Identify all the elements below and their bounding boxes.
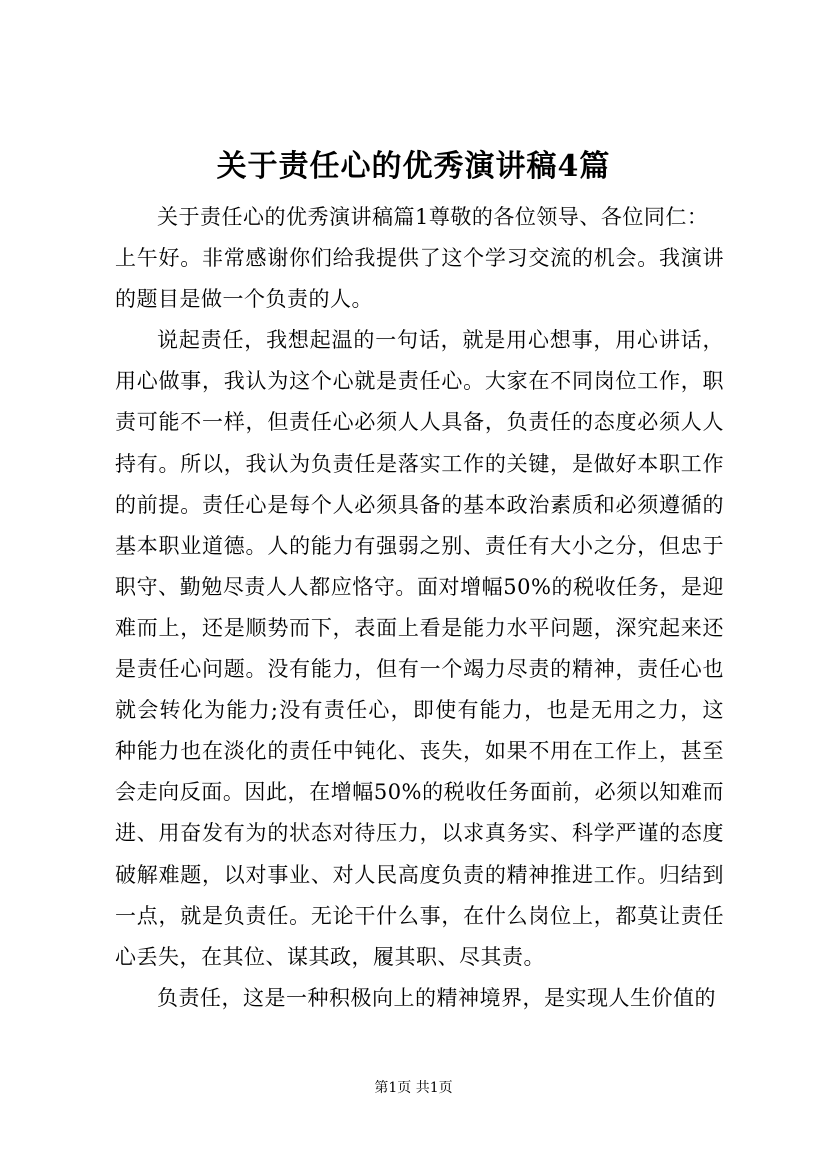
paragraph-main: 说起责任，我想起温的一句话，就是用心想事，用心讲话，用心做事，我认为这个心就是责任心。大家在不同岗位工作，职责可能不一样，但责任心必须人人具备，负责任的态度必须人人持有。所以，我认为负责任是落实工作的关键，是做好本职工作的前提。责任心是每个人必须具备的基本政治素质和必须遵循的基本职业道德。人的能力有强弱之别、责任有大小之分，但忠于职守、勤勉尽责人人都应恪守。面对增幅50%的税收任务，是迎难而上，还是顺势而下，表面上看是能力水平问题，深究起来还是责任心问题。没有能力，但有一个竭力尽责的精神，责任心也就会转化为能力;没有责任心，即使有能力，也是无用之力，这种能力也在淡化的责任中钝化、丧失，如果不用在工作上，甚至会走向反面。因此，在增幅50%的税收任务面前，必须以知难而进、用奋发有为的状态对待压力，以求真务实、科学严谨的态度破解难题，以对事业、对人民高度负责的精神推进工作。归结到一点，就是负责任。无论干什么事，在什么岗位上，都莫让责任心丢失，在其位、谋其政，履其职、尽其责。: [115, 328, 724, 969]
paragraph-intro: 上午好。非常感谢你们给我提供了这个学习交流的机会。我演讲的题目是做一个负责的人。: [115, 246, 724, 312]
document-body: [115, 197, 724, 1019]
paragraph-greeting: 关于责任心的优秀演讲稿篇1尊敬的各位领导、各位同仁：: [157, 205, 709, 229]
document-title: 关于责任心的优秀演讲稿4篇: [216, 149, 611, 184]
page-footer: 第1页 共1页: [374, 1080, 453, 1096]
paragraph-continued: 负责任，这是一种积极向上的精神境界，是实现人生价值的: [157, 985, 716, 1010]
